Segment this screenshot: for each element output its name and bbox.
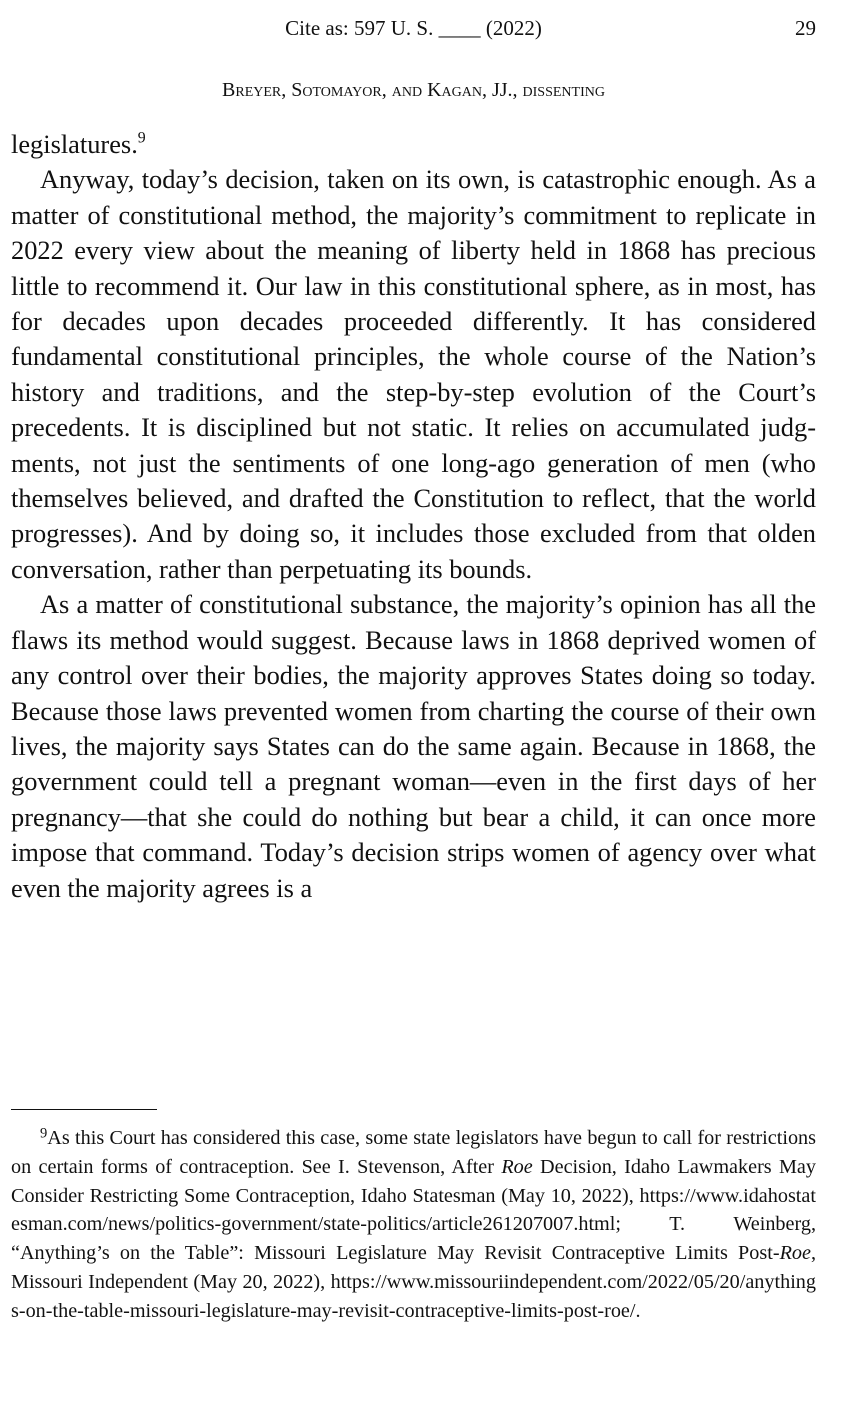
opinion-body bbox=[11, 127, 816, 906]
case-name-roe: Roe bbox=[501, 1155, 533, 1178]
paragraph-text: legislatures. bbox=[11, 129, 138, 159]
footnote-text: Decision, Idaho Lawmakers May Consider Restricting Some Contraception, Idaho Statesman (May 10, 2022), bbox=[11, 1155, 816, 1207]
footnote-text: , Missouri Independent (May 20, 2022), bbox=[11, 1242, 816, 1293]
paragraph-continuation bbox=[11, 127, 816, 162]
footnote-number: 9 bbox=[40, 1125, 48, 1142]
paragraph-constitutional-method: Anyway, today’s decision, taken on its own, is catastrophic enough. As a matter of constitutional method, the majority’s commitment to replicate in 2022 every view about the meaning of liberty held in 1868 has precious little to recommend it. Our law in this constitutional sphere, as in most, has for decades upon decades proceeded differently. It has considered fundamental constitutional principles, the whole course of the Nation’s history and traditions, and the step-by-step evolution of the Court’s precedents. It is disciplined but not static. It relies on accumulated judgments, not just the sentiments of one long-ago generation of men (who themselves believed, and drafted the Constitution to reflect, that the world progresses). And by doing so, it includes those excluded from that olden conversation, rather than perpetuating its bounds. bbox=[11, 164, 816, 584]
running-head bbox=[11, 14, 816, 42]
footnote-paragraph bbox=[11, 1124, 816, 1326]
paragraph-constitutional-substance: As a matter of constitutional substance, the majority’s opinion has all the flaws its method would suggest. Because laws in 1868 deprived women of any control over their bodies, the majority approves States doing so today. Because those laws prevented women from charting the course of their own lives, the majority says States can do the same again. Because in 1868, the government could tell a pregnant woman—even in the first days of her pregnancy—that she could do nothing but bear a child, it can once more impose that command. Today’s decision strips women of agency over what even the majority agrees is a bbox=[11, 589, 816, 903]
footnote-text: As this Court has considered this case, some state legislators have begun to call for restrictions on certain forms of contraception. See I. Stevenson, After bbox=[11, 1127, 816, 1178]
footnote-reference[interactable]: 9 bbox=[137, 129, 146, 147]
dissent-justices-header: Breyer, Sotomayor, and Kagan, JJ., dissenting bbox=[222, 79, 605, 101]
citation-header: Cite as: 597 U. S. ____ (2022) bbox=[285, 16, 542, 40]
case-name-roe: Roe bbox=[779, 1242, 811, 1265]
page-number: 29 bbox=[795, 16, 816, 40]
missouri-independent-link[interactable]: https://www.missouriindependent.com/2022/05/20/anythings-on-the-table-missouri-legislature-may-revisit-contraceptive-limits-post-roe/ bbox=[11, 1270, 816, 1322]
footnote-text: . bbox=[635, 1299, 641, 1322]
idaho-statesman-link[interactable]: https://www.idahostatesman.com/news/politics-government/state-politics/article261207007.html bbox=[11, 1184, 816, 1236]
footnote-text: ; T. Weinberg, “Anything’s on the Table”: Missouri Legislature May Revisit Contraceptive Limits Post- bbox=[11, 1213, 816, 1265]
footnote bbox=[11, 1124, 816, 1326]
footnote-divider bbox=[11, 1109, 157, 1110]
